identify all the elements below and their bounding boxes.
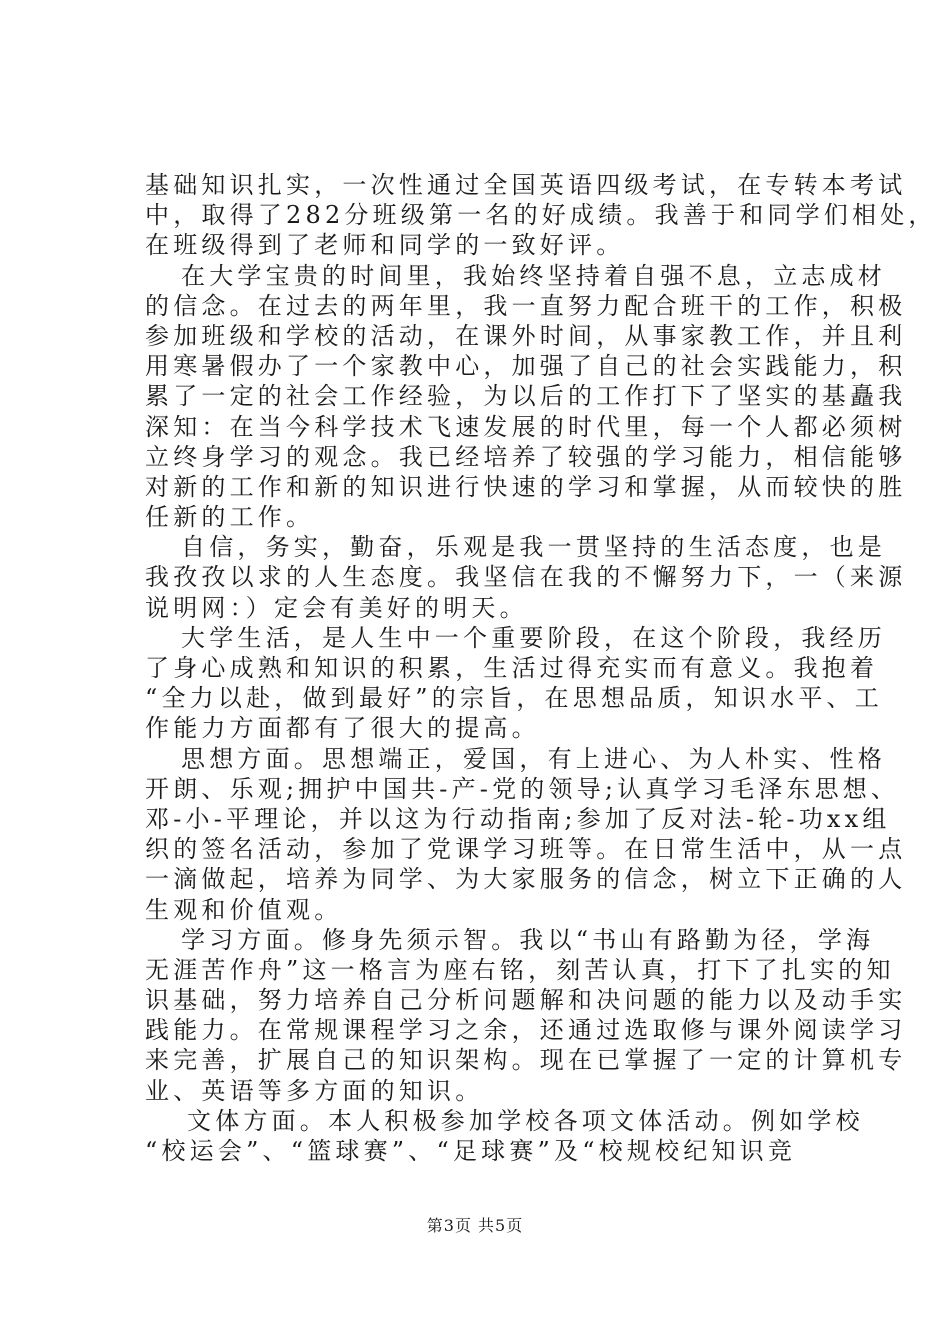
text-line: 累了一定的社会工作经验，为以后的工作打下了坚实的基矗我 [145, 382, 907, 411]
document-body [145, 170, 937, 1166]
text-line: 基础知识扎实，一次性通过全国英语四级考试，在专转本考试 [145, 171, 907, 199]
paragraph-start: 自信，务实，勤奋，乐观是我一贯坚持的生活态度，也是 [181, 533, 886, 562]
text-line: 邓-小-平理论，并以这为行动指南;参加了反对法-轮-功xx组 [145, 804, 891, 833]
text-line: 用寒暑假办了一个家教中心，加强了自己的社会实践能力，积 [145, 352, 907, 381]
text-line: 业、英语等多方面的知识。 [145, 1076, 484, 1105]
text-line: 识基础，努力培养自己分析问题解和决问题的能力以及动手实 [145, 986, 907, 1015]
text-line: 了身心成熟和知识的积累，生活过得充实而有意义。我抱着 [145, 654, 879, 682]
text-line: 来完善，扩展自己的知识架构。现在已掌握了一定的计算机专 [145, 1046, 907, 1075]
paragraph-start: 思想方面。思想端正，爱国，有上进心、为人朴实、性格 [181, 744, 886, 773]
text-line: 在班级得到了老师和同学的一致好评。 [145, 231, 625, 260]
text-line: 践能力。在常规课程学习之余，还通过选取修与课外阅读学习 [145, 1016, 907, 1045]
text-line: 任新的工作。 [145, 503, 315, 532]
text-line: “校运会”、“篮球赛”、“足球赛”及“校规校纪知识竞 [145, 1137, 797, 1165]
text-line: 立终身学习的观念。我已经培养了较强的学习能力，相信能够 [145, 442, 907, 471]
text-line: 一滴做起，培养为同学、为大家服务的信念，树立下正确的人 [145, 865, 907, 894]
paragraph-start: 大学生活，是人生中一个重要阶段，在这个阶段，我经历 [181, 623, 886, 652]
text-line: 织的签名活动，参加了党课学习班等。在日常生活中，从一点 [145, 835, 907, 864]
paragraph-start: 学习方面。修身先须示智。我以“书山有路勤为径，学海 [181, 925, 875, 954]
paragraph-start: 文体方面。本人积极参加学校各项文体活动。例如学校 [187, 1106, 864, 1135]
page-number-footer: 第3页 共5页 [426, 1216, 524, 1235]
text-line: 开朗、乐观;拥护中国共-产-党的领导;认真学习毛泽东思想、 [145, 774, 900, 803]
text-line: 说明网：）定会有美好的明天。 [145, 593, 528, 622]
text-line: 无涯苦作舟”这一格言为座右铭，刻苦认真，打下了扎实的知 [145, 955, 895, 984]
text-line: 生观和价值观。 [145, 895, 343, 924]
text-line: 作能力方面都有了很大的提高。 [145, 714, 540, 743]
text-line: 我孜孜以求的人生态度。我坚信在我的不懈努力下，一（来源 [145, 563, 907, 592]
text-line: 对新的工作和新的知识进行快速的学习和掌握，从而较快的胜 [145, 472, 907, 501]
paragraph-start: 在大学宝贵的时间里，我始终坚持着自强不息，立志成材 [181, 261, 886, 290]
text-line: 中，取得了282分班级第一名的好成绩。我善于和同学们相处， [145, 201, 937, 230]
text-line: 参加班级和学校的活动，在课外时间，从事家教工作，并且利 [145, 321, 907, 350]
text-line: “全力以赴，做到最好”的宗旨，在思想品质，知识水平、工 [145, 684, 883, 713]
text-line: 的信念。在过去的两年里，我一直努力配合班干的工作，积极 [145, 291, 907, 320]
text-line: 深知：在当今科学技术飞速发展的时代里，每一个人都必须树 [145, 412, 907, 441]
